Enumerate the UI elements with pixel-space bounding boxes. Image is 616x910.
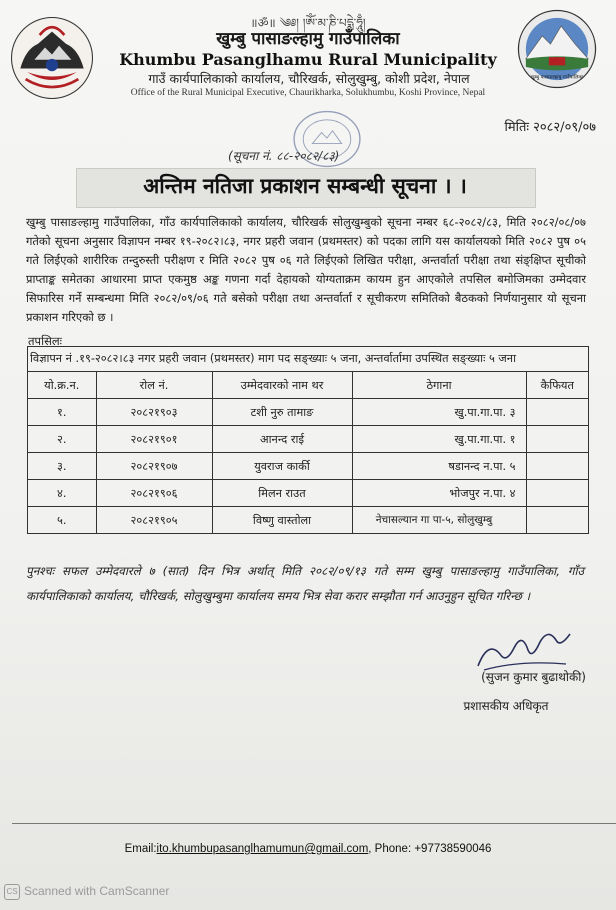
- cell-address: नेचासल्यान गा पा-५, सोलुखुम्बु: [352, 507, 526, 534]
- tapasil-label: तपसिलः: [28, 334, 62, 348]
- table-row: [28, 507, 588, 534]
- cell-roll: २०८२१९०१: [96, 426, 212, 453]
- cell-address: षडानन्द न.पा. ५: [352, 453, 526, 480]
- municipality-name-english: Khumbu Pasanglhamu Rural Municipality: [119, 50, 497, 69]
- cell-address: खु.पा.गा.पा. ३: [352, 399, 526, 426]
- cell-name: आनन्द राई: [212, 426, 352, 453]
- cell-sn: ५.: [28, 507, 96, 534]
- phone-label: , Phone:: [368, 843, 415, 855]
- cell-roll: २०८२१९०७: [96, 453, 212, 480]
- cell-roll: २०८२१९०५: [96, 507, 212, 534]
- table-row: [28, 426, 588, 453]
- cell-remarks: [526, 480, 588, 507]
- cell-sn: ४.: [28, 480, 96, 507]
- footer-note: पुनश्चः सफल उम्मेदवारले ७ (सात) दिन भित्र अर्थात् मिति २०८२/०९/१३ गते सम्म खुम्बु पासाङल्हामु गाउँपालिका, गाँउ कार्यपालिकाको कार्यालय, चौरिखर्क, सोलुखुम्बुमा कार्यालय समय भित्र सेवा करार सम्झौता गर्न आउनुहुन सूचित गरिन्छ ।: [26, 564, 584, 603]
- office-address-nepali: गाउँ कार्यपालिकाको कार्यालय, चौरिखर्क, सोलुखुम्बु, कोशी प्रदेश, नेपाल: [148, 71, 470, 86]
- cell-sn: ३.: [28, 453, 96, 480]
- cell-address: भोजपुर न.पा. ४: [352, 480, 526, 507]
- cell-remarks: [526, 507, 588, 534]
- cell-sn: १.: [28, 399, 96, 426]
- notice-body: खुम्बु पासाङल्हामु गाउँपालिका, गाँउ कार्यपालिकाको कार्यालय, चौरिखर्क सोलुखुम्बुको सूचना नम्बर ६८-२०८२/८३, मिति २०८२/०८/०७ गतेको सूचना अनुसार विज्ञापन नम्बर १९-२०८२।८३, नगर प्रहरी जवान (प्रथमस्तर) को पदका लागि यस कार्यालयको मिति २०८२ पुष ०५ गते लिईएको शारीरिक तन्दुरुस्ती परीक्षण र मिति २०८२ पुष ०६ गते लिईएको लिखित परीक्षा, अन्तर्वार्ता परीक्षा तथा संङ्क्षिप्त सूचीको प्राप्ताङ्क समेतका आधारमा प्राप्त एकमुष्ठ अङ्क गणना गर्दा देहायको योग्यताक्रम कायम हुन आएकोले तपसिल बमोजिमका उम्मेदवार सिफारिस गर्ने सम्बन्धमा मिति २०८२/०९/०६ गते बसेको परीक्षा तथा अन्तर्वार्ता र सूचीकरण समितिको बैठकको निर्णयानुसार यो सूचना प्रकाशन गरिएको छ ।: [26, 215, 586, 324]
- cell-remarks: [526, 399, 588, 426]
- camscanner-icon: CS: [4, 884, 20, 900]
- table-row: [28, 480, 588, 507]
- cell-roll: २०८२१९०६: [96, 480, 212, 507]
- header-address: ठेगाना: [352, 372, 526, 399]
- cell-name: मिलन राउत: [212, 480, 352, 507]
- cell-remarks: [526, 426, 588, 453]
- header-mantra: ॥ॐ॥ ༄༅། །ཨོཾ་མ་ཎི་པདྨེ་ཧཱུྃ།: [250, 16, 366, 30]
- cell-name: विष्णु वास्तोला: [212, 507, 352, 534]
- footer-divider: [12, 823, 616, 824]
- scanner-text: Scanned with CamScanner: [24, 884, 170, 899]
- office-address-english: Office of the Rural Municipal Executive, Chaurikharka, Solukhumbu, Koshi Province, Nepal: [130, 88, 486, 98]
- phone-number: +97738590046: [414, 843, 492, 855]
- signatory-designation: प्रशासकीय अधिकृत: [463, 699, 549, 713]
- table-caption: विज्ञापन नं .१९-२०८२।८३ नगर प्रहरी जवान (प्रथमस्तर) माग पद सङ्ख्याः ५ जना, अन्तर्वार्तामा उपस्थित सङ्ख्याः ५ जना: [28, 347, 588, 372]
- header-roll: रोल नं.: [96, 372, 212, 399]
- email-link[interactable]: ito.khumbupasanglhamumun@gmail.com: [156, 843, 369, 855]
- notice-title: अन्तिम नतिजा प्रकाशन सम्बन्धी सूचना । ।: [143, 173, 467, 198]
- cell-name: युवराज कार्की: [212, 453, 352, 480]
- cell-remarks: [526, 453, 588, 480]
- contact-line: [0, 843, 616, 855]
- cell-address: खु.पा.गा.पा. १: [352, 426, 526, 453]
- scanner-watermark: [4, 884, 169, 900]
- notice-date: मितिः २०८२/०९/०७: [504, 120, 596, 135]
- signatory-name: (सुजन कुमार बुढाथोकी): [481, 670, 586, 684]
- nepal-emblem-logo: [8, 14, 96, 102]
- cell-name: टशी नुरु तामाङ: [212, 399, 352, 426]
- notice-reference: (सूचना नं. ८८-२०८२/८३): [228, 149, 340, 163]
- header-remarks: कैफियत: [526, 372, 588, 399]
- cell-roll: २०८२१९०३: [96, 399, 212, 426]
- municipality-name-nepali: खुम्बु पासाङल्हामु गाउँपालिका: [216, 29, 400, 49]
- email-label: Email:: [124, 843, 157, 855]
- table-header-row: [28, 372, 588, 399]
- header-sn: यो.क्र.न.: [28, 372, 96, 399]
- header-name: उम्मेदवारको नाम थर: [212, 372, 352, 399]
- result-table: [27, 346, 589, 534]
- table-row: [28, 453, 588, 480]
- table-row: [28, 399, 588, 426]
- cell-sn: २.: [28, 426, 96, 453]
- logo-right-text: खुम्बु पासाङल्हामु गाउँपालिका: [530, 74, 584, 81]
